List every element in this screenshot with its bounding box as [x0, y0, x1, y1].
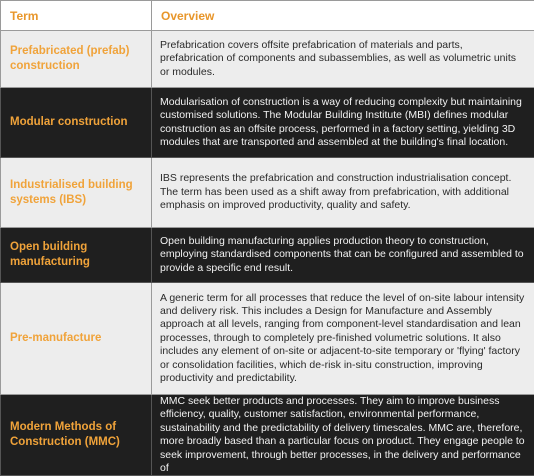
term-column-header: Term [1, 1, 152, 31]
table-row [1, 395, 534, 476]
table-row [1, 228, 534, 283]
overview-cell: A generic term for all processes that reduce the level of on-site labour intensity and delivery risk. This includes a Design for Manufacture and Assembly approach at all levels, ranging from component-level standardisation and lean processes, through to completely pre-finished volumetric solutions. It also includes any element of on-site or adjacent-to-site temporary or 'flying' factory or consolidation facilities, which de-risk in-situ construction, improving productivity and predictability. [152, 283, 534, 395]
term-cell: Industrialised building systems (IBS) [1, 158, 152, 228]
overview-cell: MMC seek better products and processes. They aim to improve business efficiency, quality, customer satisfaction, environmental performance, sustainability and the predictability of delivery timescales. MMC are, therefore, more broadly based than a particular focus on product. They engage people to seek improvement, through better processes, in the delivery and performance of [152, 395, 534, 476]
table-row [1, 31, 534, 88]
term-cell: Pre-manufacture [1, 283, 152, 395]
term-cell: Modern Methods of Construction (MMC) [1, 395, 152, 476]
overview-column-header: Overview [152, 1, 534, 31]
term-cell: Open building manufacturing [1, 228, 152, 283]
table-row [1, 158, 534, 228]
table-row [1, 88, 534, 158]
table-row [1, 283, 534, 395]
overview-cell: Modularisation of construction is a way of reducing complexity but maintaining customised solutions. The Modular Building Institute (MBI) defines modular construction as an offsite process, performed in a factory setting, yielding 3D modules that are transported and assembled at the building's final location. [152, 88, 534, 158]
term-cell: Modular construction [1, 88, 152, 158]
overview-cell: Open building manufacturing applies production theory to construction, employing standardised components that can be configured and assembled to provide a specific end result. [152, 228, 534, 283]
overview-cell: IBS represents the prefabrication and construction industrialisation concept. The term has been used as a shift away from prefabrication, with additional emphasis on improved productivity, quality and safety. [152, 158, 534, 228]
term-cell: Prefabricated (prefab) construction [1, 31, 152, 88]
header-row [1, 1, 534, 31]
overview-cell: Prefabrication covers offsite prefabrication of materials and parts, prefabrication of components and subassemblies, as well as volumetric units or modules. [152, 31, 534, 88]
